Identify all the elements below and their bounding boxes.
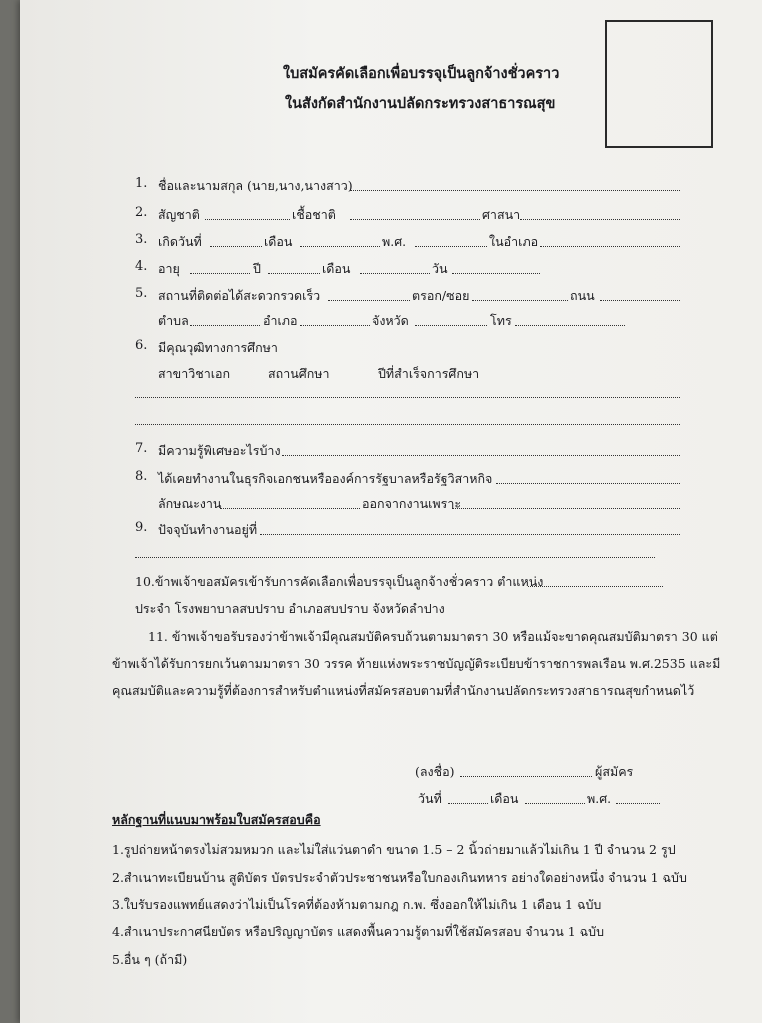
- sign-month-field[interactable]: [525, 803, 585, 804]
- form-title-line1: ใบสมัครคัดเลือกเพื่อบรรจุเป็นลูกจ้างชั่วคราว: [283, 65, 560, 82]
- work-history-field[interactable]: [496, 483, 680, 484]
- subdistrict-field[interactable]: [190, 325, 260, 326]
- item-number-7: 7.: [135, 441, 148, 456]
- skills-label: มีความรู้พิเศษอะไรบ้าง: [158, 443, 281, 458]
- current-work-field[interactable]: [260, 534, 680, 535]
- name-field[interactable]: [350, 190, 680, 191]
- attachment-item-4: 4.สำเนาประกาศนียบัตร หรือปริญญาบัตร แสดงพื้นความรู้ตามที่ใช้สมัครสอบ จำนวน 1 ฉบับ: [112, 924, 605, 939]
- application-form-paper: [20, 0, 762, 1023]
- birth-year-field[interactable]: [415, 246, 487, 247]
- age-day-field[interactable]: [452, 273, 540, 274]
- sign-date-label: วันที่: [418, 791, 442, 806]
- age-field[interactable]: [190, 273, 250, 274]
- item-number-6: 6.: [135, 338, 148, 353]
- religion-field[interactable]: [520, 219, 680, 220]
- item-number-1: 1.: [135, 176, 148, 191]
- age-month-field[interactable]: [360, 273, 430, 274]
- education-line-1[interactable]: [135, 397, 680, 398]
- item-number-9: 9.: [135, 520, 148, 535]
- education-label: มีคุณวุฒิทางการศึกษา: [158, 340, 278, 355]
- address-label: สถานที่ติดต่อได้สะดวกรวดเร็ว: [158, 288, 321, 303]
- sign-day-field[interactable]: [448, 803, 488, 804]
- work-history-label: ได้เคยทำงานในธุรกิจเอกชนหรือองค์การรัฐบาลหรือรัฐวิสาหกิจ: [158, 471, 493, 486]
- attachment-item-3: 3.ใบรับรองแพทย์แสดงว่าไม่เป็นโรคที่ต้องห้ามตามกฎ ก.พ. ซึ่งออกให้ไม่เกิน 1 เดือน 1 ฉบับ: [112, 897, 602, 912]
- birth-month-label: เดือน: [264, 234, 293, 249]
- road-label: ถนน: [570, 288, 595, 303]
- birth-day-label: เกิดวันที่: [158, 234, 202, 249]
- subdistrict-label: ตำบล: [158, 313, 189, 328]
- item-11-line-2: ข้าพเจ้าได้รับการยกเว้นตามมาตรา 30 วรรค ท้ายแห่งพระราชบัญญัติระเบียบข้าราชการพลเรือน พ.ศ.2535 และมี: [112, 656, 721, 671]
- sign-year-label: พ.ศ.: [587, 791, 612, 806]
- address-field[interactable]: [328, 300, 410, 301]
- photo-box: [605, 20, 713, 148]
- age-year-field[interactable]: [268, 273, 320, 274]
- current-work-line-2[interactable]: [135, 557, 655, 558]
- province-label: จังหวัด: [372, 313, 409, 328]
- age-month-label: เดือน: [322, 261, 351, 276]
- item-11-line-3: คุณสมบัติและความรู้ที่ต้องการสำหรับตำแหน่งที่สมัครสอบตามที่สำนักงานปลัดกระทรวงสาธารณสุขกำหนดไว้: [112, 683, 695, 698]
- grad-year-column-label: ปีที่สำเร็จการศึกษา: [378, 366, 480, 381]
- nationality-label: สัญชาติ: [158, 207, 200, 222]
- current-work-label: ปัจจุบันทำงานอยู่ที่: [158, 522, 258, 537]
- attachment-item-5: 5.อื่น ๆ (ถ้ามี): [112, 952, 188, 967]
- age-label: อายุ: [158, 261, 180, 276]
- birth-district-field[interactable]: [540, 246, 680, 247]
- item-number-4: 4.: [135, 259, 148, 274]
- position-field[interactable]: [528, 586, 663, 587]
- birth-month-field[interactable]: [300, 246, 380, 247]
- leave-reason-field[interactable]: [452, 508, 680, 509]
- alley-label: ตรอก/ซอย: [412, 288, 470, 303]
- item-number-8: 8.: [135, 469, 148, 484]
- province-field[interactable]: [415, 325, 487, 326]
- form-title-line2: ในสังกัดสำนักงานปลัดกระทรวงสาธารณสุข: [285, 95, 556, 112]
- nationality-field[interactable]: [205, 219, 290, 220]
- signature-field[interactable]: [460, 776, 592, 777]
- religion-label: ศาสนา: [482, 207, 521, 222]
- item-10-text: 10.ข้าพเจ้าขอสมัครเข้ารับการคัดเลือกเพื่อบรรจุเป็นลูกจ้างชั่วคราว ตำแหน่ง: [135, 574, 544, 589]
- birth-day-field[interactable]: [210, 246, 262, 247]
- job-nature-label: ลักษณะงาน: [158, 496, 222, 511]
- major-column-label: สาขาวิชาเอก: [158, 366, 231, 381]
- alley-field[interactable]: [472, 300, 568, 301]
- item-10-hospital: ประจำ โรงพยาบาลสบปราบ อำเภอสบปราบ จังหวัดลำปาง: [135, 601, 445, 616]
- institute-column-label: สถานศึกษา: [268, 366, 330, 381]
- phone-label: โทร: [490, 313, 512, 328]
- race-label: เชื้อชาติ: [292, 207, 336, 222]
- item-number-5: 5.: [135, 286, 148, 301]
- attachment-item-2: 2.สำเนาทะเบียนบ้าน สูติบัตร บัตรประจำตัวประชาชนหรือใบกองเกินทหาร อย่างใดอย่างหนึ่ง จำนวน 1 ฉบับ: [112, 870, 687, 885]
- race-field[interactable]: [350, 219, 480, 220]
- skills-field[interactable]: [282, 455, 680, 456]
- birth-year-label: พ.ศ.: [382, 234, 407, 249]
- sign-year-field[interactable]: [616, 803, 660, 804]
- age-day-label: วัน: [432, 261, 448, 276]
- phone-field[interactable]: [515, 325, 625, 326]
- education-line-2[interactable]: [135, 424, 680, 425]
- attachments-heading: หลักฐานที่แนบมาพร้อมใบสมัครสอบคือ: [112, 812, 321, 827]
- item-11-line-1: 11. ข้าพเจ้าขอรับรองว่าข้าพเจ้ามีคุณสมบัติครบถ้วนตามมาตรา 30 หรือแม้จะขาดคุณสมบัติมาตรา 30 แต่: [148, 629, 718, 644]
- sign-month-label: เดือน: [490, 791, 519, 806]
- item-number-2: 2.: [135, 205, 148, 220]
- signature-label: (ลงชื่อ): [415, 764, 455, 779]
- birth-district-label: ในอำเภอ: [489, 234, 539, 249]
- name-label: ชื่อและนามสกุล (นาย,นาง,นางสาว): [158, 178, 353, 193]
- item-number-3: 3.: [135, 232, 148, 247]
- attachment-item-1: 1.รูปถ่ายหน้าตรงไม่สวมหมวก และไม่ใส่แว่นตาดำ ขนาด 1.5 – 2 นิ้วถ่ายมาแล้วไม่เกิน 1 ปี จำนวน 2 รูป: [112, 842, 676, 857]
- job-nature-field[interactable]: [220, 508, 360, 509]
- leave-reason-label: ออกจากงานเพราะ: [362, 496, 462, 511]
- district-label: อำเภอ: [263, 313, 298, 328]
- district-field[interactable]: [300, 325, 370, 326]
- road-field[interactable]: [600, 300, 680, 301]
- applicant-label: ผู้สมัคร: [595, 764, 634, 779]
- age-year-label: ปี: [253, 261, 261, 276]
